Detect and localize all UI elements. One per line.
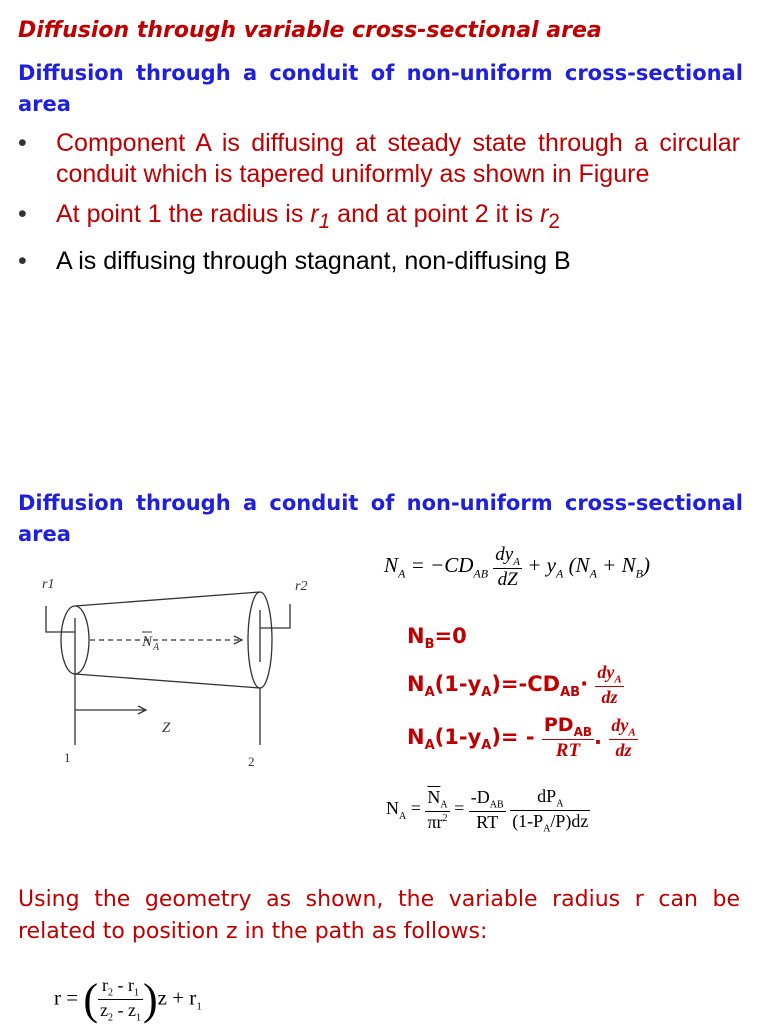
equation-radius: r = ( $\frac{r_2 - r_1}{z_2 - z_1}$ )$z + r_1$ [54,975,202,1024]
bullet-list [18,128,740,286]
geometry-paragraph: Using the geometry as shown, the variable radius r can be related to position z in the path as follows: [18,887,740,944]
equation-flux-pressure: $N_A(1-y_A)=$ - $\frac{PD_{AB}}{RT}$ . $\frac{dy_A}{dz}$ [407,714,636,761]
label-flux-sub: A [153,642,160,653]
label-r1: r1 [42,577,55,592]
slide1-heading: Diffusion through a conduit of non-uniform cross-sectional area [18,61,743,116]
radius-subscript: 2 [548,210,561,233]
section-title: Diffusion through variable cross-sectional area [18,18,602,43]
radius-symbol: r [540,200,549,228]
equation-flux-stagnant: $N_A(1-y_A)=-CD_{AB}\cdot$ $\frac{dy_A}{dz}$ [407,662,622,707]
bullet-item [18,199,740,237]
label-flux: N [142,634,153,650]
radius-subscript: 1 [318,210,331,233]
bullet-dot: • [18,247,27,275]
label-z: Z [162,720,171,736]
bullet-text: A is diffusing through stagnant, non-diffusing B [56,247,571,275]
label-r2: r2 [295,579,308,594]
slide2-heading: Diffusion through a conduit of non-uniform cross-sectional area [18,491,743,546]
tapered-conduit-figure [30,570,330,770]
equation-area-flux: $N_A$ = $\frac{\overline{N}_A}{\pi r^2}$ = $\frac{-D_{AB}}{RT}$ $\frac{dP_A}{(1-P_A/P)dz}$ [386,786,589,835]
label-point-2: 2 [248,754,255,769]
equation-general-flux: $N_A = -CD_{AB}$ $\frac{dy_A}{dZ}$ + $y_A$ $(N_A + N_B)$ [384,544,650,590]
equation-nb-zero: $N_B=0$ [407,624,467,653]
bullet-text-mid: and at point 2 it is [330,200,541,228]
bullet-item [18,128,740,190]
bullet-dot: • [18,129,27,157]
bullet-text-prefix: At point 1 the radius is [56,200,311,228]
bullet-text: Component A is diffusing at steady state through a circular conduit which is tapered uniformly as shown in Figure [56,129,740,188]
label-point-1: 1 [64,750,71,765]
bullet-item [18,246,740,277]
radius-symbol: r [310,200,319,228]
bullet-dot: • [18,200,27,228]
